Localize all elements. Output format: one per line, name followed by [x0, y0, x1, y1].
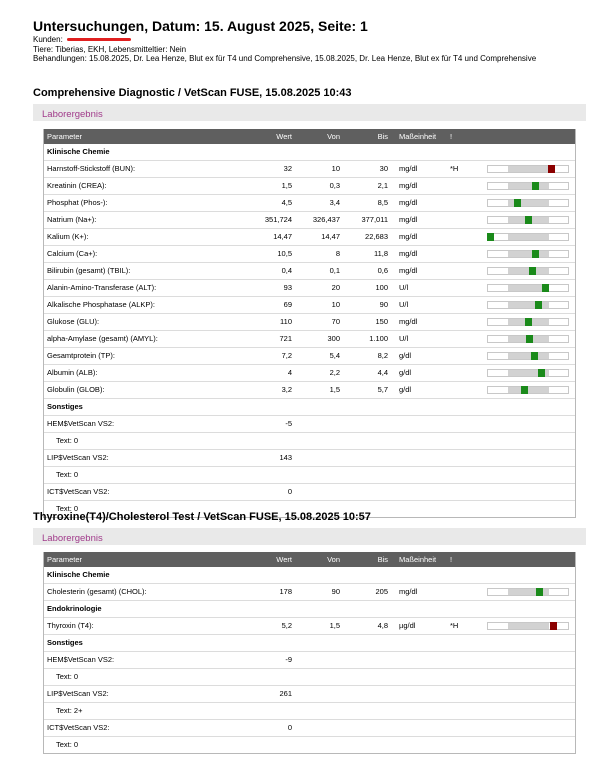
range-bar: [487, 165, 569, 173]
parameter-name: Globulin (GLOB):: [47, 385, 105, 394]
value-bis: 8,5: [377, 198, 388, 207]
value-wert: 14,47: [273, 232, 292, 241]
results-table: [43, 552, 576, 754]
value-bis: 22,683: [365, 232, 388, 241]
range-bar: [487, 233, 569, 241]
value-bis: 11,8: [373, 249, 388, 258]
group-name: Klinische Chemie: [47, 570, 110, 579]
range-bar: [487, 335, 569, 343]
range-normal-zone: [508, 251, 549, 257]
parameter-name: ICT$VetScan VS2:: [47, 723, 110, 732]
table-row: [44, 212, 575, 229]
range-marker: [487, 233, 494, 241]
value-wert: 4,5: [281, 198, 292, 207]
table-row: [44, 348, 575, 365]
panel-title: Comprehensive Diagnostic / VetScan FUSE, 15.08.2025 10:43: [33, 87, 352, 99]
value-wert: 1,5: [281, 181, 292, 190]
range-normal-zone: [508, 234, 549, 240]
range-normal-zone: [508, 302, 549, 308]
parameter-name: alpha-Amylase (gesamt) (AMYL):: [47, 334, 158, 343]
lab-result-band: [33, 528, 586, 545]
group-name: Klinische Chemie: [47, 147, 110, 156]
value-bis: 5,7: [377, 385, 388, 394]
value-wert: 10,5: [277, 249, 292, 258]
parameter-name: Harnstoff-Stickstoff (BUN):: [47, 164, 136, 173]
range-marker: [525, 318, 532, 326]
value-von: 1,5: [329, 621, 340, 630]
range-bar: [487, 199, 569, 207]
col-von: Von: [327, 132, 340, 141]
tiere-line: Tiere: Tiberias, EKH, Lebensmitteltier: Nein: [33, 44, 187, 54]
range-marker: [548, 165, 555, 173]
value-unit: mg/dl: [399, 249, 418, 258]
parameter-name: Phosphat (Phos-):: [47, 198, 108, 207]
col-flag: !: [450, 132, 453, 141]
table-row: [44, 178, 575, 195]
parameter-name: Gesamtprotein (TP):: [47, 351, 115, 360]
value-unit: mg/dl: [399, 164, 418, 173]
col-wert: Wert: [276, 132, 292, 141]
table-row: [44, 280, 575, 297]
redaction-mark: [67, 38, 131, 41]
range-marker: [536, 588, 543, 596]
value-wert: -5: [285, 419, 292, 428]
value-wert: 93: [283, 283, 292, 292]
col-wert: Wert: [276, 555, 292, 564]
range-normal-zone: [508, 166, 549, 172]
value-bis: 2,1: [377, 181, 388, 190]
value-wert: -9: [285, 655, 292, 664]
value-von: 20: [331, 283, 340, 292]
value-unit: mg/dl: [399, 198, 418, 207]
range-bar: [487, 588, 569, 596]
parameter-name: ICT$VetScan VS2:: [47, 487, 110, 496]
parameter-name: Albumin (ALB):: [47, 368, 98, 377]
range-marker: [529, 267, 536, 275]
range-marker: [542, 284, 549, 292]
parameter-name: Kreatinin (CREA):: [47, 181, 107, 190]
text-label: Text: 0: [56, 470, 79, 479]
behandlungen-line: Behandlungen: 15.08.2025, Dr. Lea Henze, Blut ex für T4 und Comprehensive, 15.08.2025, Dr. Lea Henze, Blut ex für T4 und Comprehensive: [33, 54, 537, 64]
range-marker: [550, 622, 557, 630]
value-bis: 1.100: [369, 334, 388, 343]
range-normal-zone: [508, 353, 549, 359]
range-bar: [487, 386, 569, 394]
value-unit: g/dl: [399, 385, 412, 394]
col-parameter: Parameter: [47, 555, 83, 564]
value-von: 326,437: [312, 215, 340, 224]
text-row: [44, 669, 575, 686]
table-header: [44, 552, 575, 567]
value-von: 0,1: [329, 266, 340, 275]
value-unit: U/l: [399, 300, 409, 309]
value-bis: 90: [379, 300, 388, 309]
parameter-name: Calcium (Ca+):: [47, 249, 98, 258]
group-row: [44, 635, 575, 652]
value-wert: 32: [283, 164, 292, 173]
table-row: [44, 450, 575, 467]
text-label: Text: 0: [56, 740, 79, 749]
value-unit: mg/dl: [399, 587, 418, 596]
table-row: [44, 314, 575, 331]
range-marker: [526, 335, 533, 343]
value-von: 70: [331, 317, 340, 326]
value-unit: mg/dl: [399, 232, 418, 241]
value-von: 14,47: [321, 232, 340, 241]
parameter-name: Kalium (K+):: [47, 232, 89, 241]
text-row: [44, 433, 575, 450]
text-label: Text: 0: [56, 672, 79, 681]
col-von: Von: [327, 555, 340, 564]
value-von: 90: [331, 587, 340, 596]
table-row: [44, 618, 575, 635]
value-von: 0,3: [329, 181, 340, 190]
value-bis: 100: [375, 283, 388, 292]
col-einheit: Maßeinheit: [399, 555, 437, 564]
value-unit: mg/dl: [399, 215, 418, 224]
range-bar: [487, 182, 569, 190]
value-wert: 0,4: [281, 266, 292, 275]
parameter-name: Bilirubin (gesamt) (TBIL):: [47, 266, 131, 275]
value-wert: 0: [287, 487, 292, 496]
table-header: [44, 129, 575, 144]
value-wert: 3,2: [281, 385, 292, 394]
range-bar: [487, 622, 569, 630]
value-wert: 721: [279, 334, 292, 343]
parameter-name: Glukose (GLU):: [47, 317, 100, 326]
table-row: [44, 297, 575, 314]
value-unit: U/l: [399, 283, 409, 292]
text-row: [44, 737, 575, 753]
panel-title: Thyroxine(T4)/Cholesterol Test / VetScan FUSE, 15.08.2025 10:57: [33, 511, 371, 523]
value-wert: 7,2: [281, 351, 292, 360]
value-bis: 205: [375, 587, 388, 596]
range-marker: [531, 352, 538, 360]
range-normal-zone: [508, 387, 549, 393]
range-bar: [487, 369, 569, 377]
value-von: 1,5: [329, 385, 340, 394]
value-wert: 351,724: [264, 215, 292, 224]
value-unit: mg/dl: [399, 266, 418, 275]
table-row: [44, 382, 575, 399]
parameter-name: HEM$VetScan VS2:: [47, 419, 115, 428]
value-unit: U/l: [399, 334, 409, 343]
page-title: Untersuchungen, Datum: 15. August 2025, Seite: 1: [33, 18, 368, 34]
value-unit: g/dl: [399, 351, 412, 360]
text-row: [44, 703, 575, 720]
value-wert: 5,2: [281, 621, 292, 630]
value-von: 3,4: [329, 198, 340, 207]
value-flag: *H: [450, 164, 459, 173]
value-von: 5,4: [329, 351, 340, 360]
lab-result-label: Laborergebnis: [42, 109, 103, 120]
value-wert: 0: [287, 723, 292, 732]
value-von: 10: [331, 164, 340, 173]
col-bis: Bis: [377, 555, 388, 564]
table-row: [44, 365, 575, 382]
text-label: Text: 0: [56, 504, 79, 513]
range-bar: [487, 250, 569, 258]
table-row: [44, 246, 575, 263]
parameter-name: Alkalische Phosphatase (ALKP):: [47, 300, 155, 309]
results-table: [43, 129, 576, 518]
value-von: 10: [331, 300, 340, 309]
parameter-name: Cholesterin (gesamt) (CHOL):: [47, 587, 147, 596]
range-normal-zone: [508, 623, 549, 629]
range-marker: [521, 386, 528, 394]
table-row: [44, 484, 575, 501]
text-row: [44, 467, 575, 484]
group-name: Sonstiges: [47, 638, 83, 647]
parameter-name: HEM$VetScan VS2:: [47, 655, 115, 664]
range-bar: [487, 352, 569, 360]
lab-result-band: [33, 104, 586, 121]
group-row: [44, 567, 575, 584]
col-einheit: Maßeinheit: [399, 132, 437, 141]
value-wert: 261: [279, 689, 292, 698]
range-marker: [538, 369, 545, 377]
range-bar: [487, 301, 569, 309]
value-wert: 143: [279, 453, 292, 462]
parameter-name: Alanin-Amino-Transferase (ALT):: [47, 283, 157, 292]
parameter-name: LIP$VetScan VS2:: [47, 689, 109, 698]
parameter-name: LIP$VetScan VS2:: [47, 453, 109, 462]
range-marker: [532, 182, 539, 190]
kunden-line: [33, 35, 573, 45]
value-wert: 110: [280, 317, 292, 326]
value-von: 300: [327, 334, 340, 343]
report-header: [33, 18, 573, 64]
group-name: Sonstiges: [47, 402, 83, 411]
value-unit: g/dl: [399, 368, 412, 377]
value-bis: 0,6: [377, 266, 388, 275]
value-von: 8: [335, 249, 340, 258]
value-bis: 30: [379, 164, 388, 173]
value-flag: *H: [450, 621, 459, 630]
table-row: [44, 652, 575, 669]
group-name: Endokrinologie: [47, 604, 102, 613]
table-row: [44, 416, 575, 433]
table-row: [44, 720, 575, 737]
value-wert: 4: [287, 368, 292, 377]
value-bis: 8,2: [377, 351, 388, 360]
table-row: [44, 686, 575, 703]
range-bar: [487, 284, 569, 292]
table-row: [44, 195, 575, 212]
kunden-label: Kunden:: [33, 35, 63, 44]
table-row: [44, 584, 575, 601]
value-unit: mg/dl: [399, 181, 418, 190]
range-marker: [532, 250, 539, 258]
group-row: [44, 144, 575, 161]
range-bar: [487, 318, 569, 326]
text-label: Text: 0: [56, 436, 79, 445]
range-normal-zone: [508, 183, 549, 189]
lab-result-label: Laborergebnis: [42, 533, 103, 544]
range-bar: [487, 216, 569, 224]
value-unit: mg/dl: [399, 317, 418, 326]
parameter-name: Natrium (Na+):: [47, 215, 97, 224]
range-bar: [487, 267, 569, 275]
value-bis: 4,8: [377, 621, 388, 630]
table-row: [44, 161, 575, 178]
value-bis: 377,011: [361, 215, 388, 224]
value-bis: 4,4: [377, 368, 388, 377]
table-row: [44, 263, 575, 280]
value-unit: µg/dl: [399, 621, 416, 630]
text-label: Text: 2+: [56, 706, 83, 715]
parameter-name: Thyroxin (T4):: [47, 621, 94, 630]
value-von: 2,2: [329, 368, 340, 377]
range-marker: [525, 216, 532, 224]
table-row: [44, 229, 575, 246]
col-flag: !: [450, 555, 453, 564]
table-row: [44, 331, 575, 348]
group-row: [44, 601, 575, 618]
col-parameter: Parameter: [47, 132, 83, 141]
value-wert: 69: [283, 300, 292, 309]
range-marker: [514, 199, 521, 207]
col-bis: Bis: [377, 132, 388, 141]
group-row: [44, 399, 575, 416]
range-normal-zone: [508, 589, 549, 595]
range-marker: [535, 301, 542, 309]
value-wert: 178: [279, 587, 292, 596]
value-bis: 150: [375, 317, 388, 326]
